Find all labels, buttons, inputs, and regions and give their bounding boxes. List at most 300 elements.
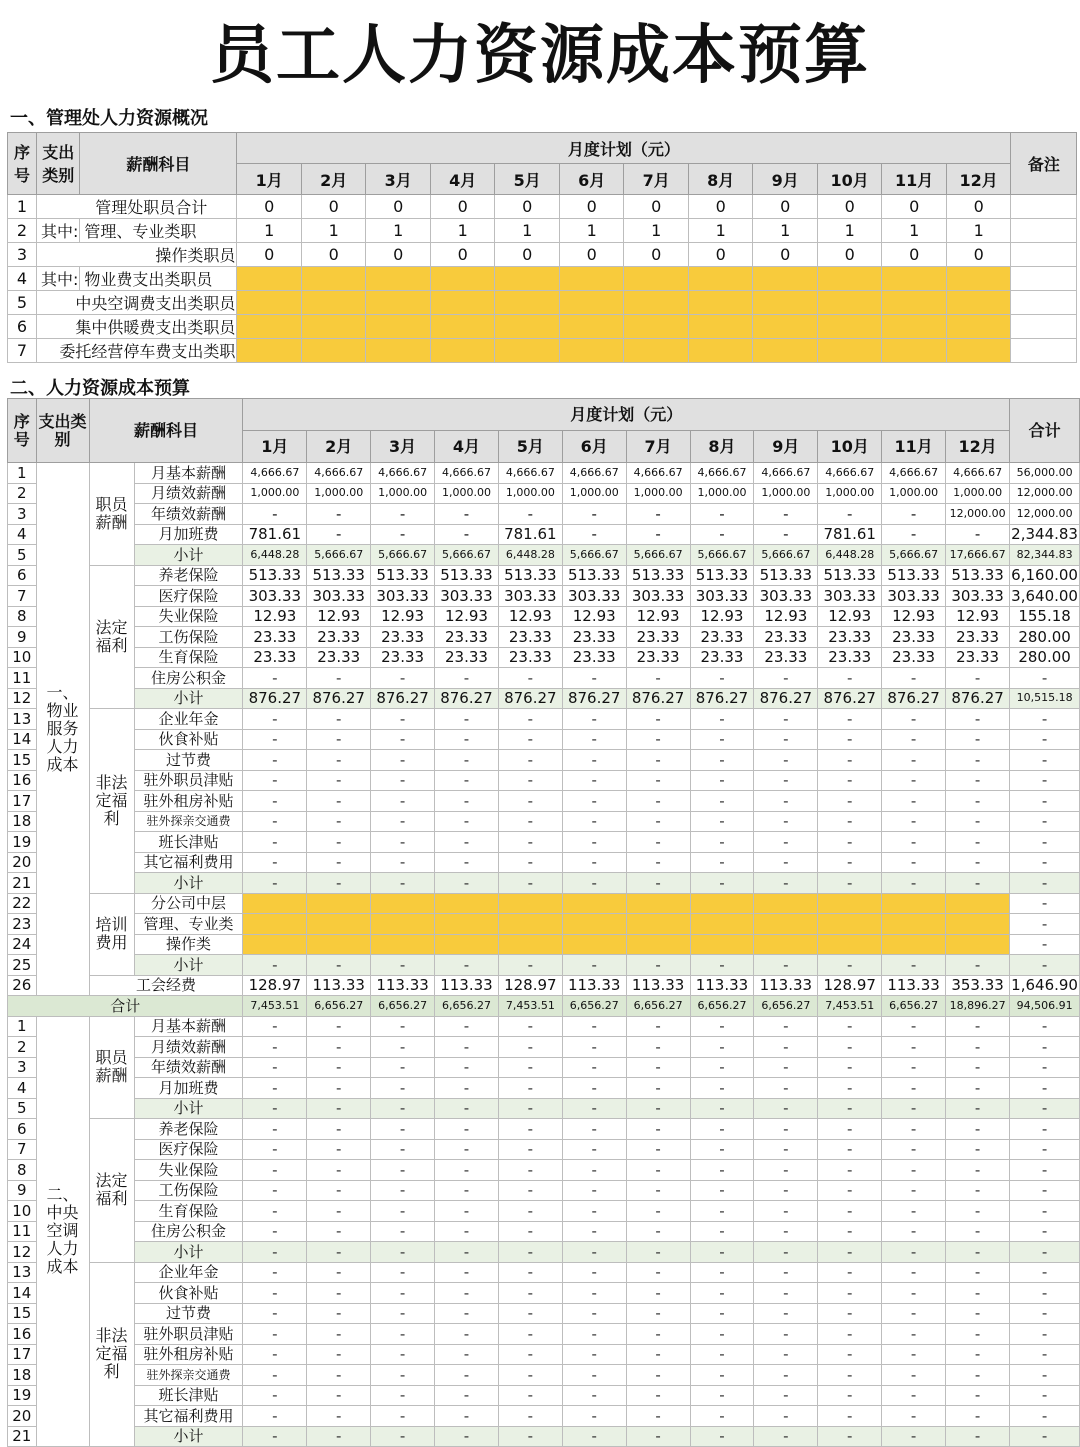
value-cell: 6,656.27	[562, 996, 626, 1017]
value-cell: -	[754, 832, 818, 853]
total-cell: 82,344.83	[1010, 545, 1080, 566]
budget-row	[8, 606, 1080, 627]
seq-cell: 13	[8, 709, 37, 730]
budget-row	[8, 668, 1080, 689]
value-cell: -	[307, 709, 371, 730]
seq-cell: 20	[8, 1406, 37, 1427]
value-cell: -	[435, 1385, 499, 1406]
value-cell: 876.27	[243, 688, 307, 709]
value-cell: -	[946, 1344, 1010, 1365]
value-cell: -	[435, 791, 499, 812]
remark-cell	[1011, 195, 1077, 219]
yellow-cell	[688, 267, 753, 291]
budget-row	[8, 1344, 1080, 1365]
value-cell: -	[498, 791, 562, 812]
yellow-cell	[882, 934, 946, 955]
value-cell: 5,666.67	[562, 545, 626, 566]
yellow-cell	[559, 267, 624, 291]
yellow-cell	[498, 893, 562, 914]
yellow-cell	[371, 893, 435, 914]
value-cell: 23.33	[882, 627, 946, 648]
value-cell: 113.33	[307, 975, 371, 996]
monthly-header: 月度计划（元）	[243, 399, 1010, 431]
value-cell: -	[498, 709, 562, 730]
budget-row	[8, 975, 1080, 996]
value-cell: -	[307, 1098, 371, 1119]
value-cell: -	[243, 1365, 307, 1386]
value-cell: -	[435, 1078, 499, 1099]
value-cell: -	[882, 1221, 946, 1242]
month-header: 3月	[366, 164, 431, 195]
value-cell: -	[882, 1201, 946, 1222]
value-cell: -	[243, 873, 307, 894]
value-cell: 0	[882, 195, 947, 219]
value-cell: 6,656.27	[754, 996, 818, 1017]
value-cell: -	[243, 504, 307, 525]
value-cell: 23.33	[307, 647, 371, 668]
value-cell: -	[243, 668, 307, 689]
value-cell: -	[882, 1406, 946, 1427]
yellow-cell	[237, 339, 302, 363]
yellow-cell	[237, 315, 302, 339]
value-cell: 4,666.67	[498, 463, 562, 484]
total-cell: -	[1010, 668, 1080, 689]
value-cell: -	[307, 1119, 371, 1140]
seq-cell: 3	[8, 504, 37, 525]
value-cell: 1,000.00	[690, 483, 754, 504]
value-cell: -	[371, 668, 435, 689]
value-cell: 6,448.28	[243, 545, 307, 566]
value-cell: -	[754, 1262, 818, 1283]
value-cell: -	[754, 1344, 818, 1365]
value-cell: -	[626, 1221, 690, 1242]
item-cell: 失业保险	[134, 606, 243, 627]
month-header: 9月	[754, 431, 818, 463]
value-cell: 23.33	[882, 647, 946, 668]
value-cell: -	[818, 1180, 882, 1201]
value-cell: -	[371, 1078, 435, 1099]
value-cell: -	[371, 1160, 435, 1181]
total-cell: -	[1010, 1303, 1080, 1324]
month-header: 2月	[301, 164, 366, 195]
yellow-cell	[243, 914, 307, 935]
value-cell: -	[562, 852, 626, 873]
budget-row	[8, 934, 1080, 955]
total-cell: 6,160.00	[1011, 566, 1078, 585]
month-header: 6月	[562, 431, 626, 463]
yellow-cell	[307, 934, 371, 955]
total-cell: -	[1010, 1406, 1080, 1427]
value-cell: -	[882, 524, 946, 545]
value-cell: 4,666.67	[435, 463, 499, 484]
budget-row	[8, 914, 1080, 935]
value-cell: -	[818, 1426, 882, 1447]
value-cell: -	[243, 832, 307, 853]
value-cell: 513.33	[498, 565, 562, 586]
budget-row	[8, 1385, 1080, 1406]
value-cell: -	[498, 504, 562, 525]
value-cell: 1	[430, 219, 495, 243]
value-cell: -	[307, 1139, 371, 1160]
overview-row	[8, 267, 1077, 291]
value-cell: -	[243, 750, 307, 771]
value-cell: 781.61	[818, 524, 882, 545]
value-cell: 23.33	[754, 627, 818, 648]
month-header: 6月	[559, 164, 624, 195]
value-cell: -	[435, 504, 499, 525]
yellow-cell	[946, 914, 1010, 935]
total-cell: -	[1010, 1344, 1080, 1365]
group-cell: 职员薪酬	[89, 463, 134, 566]
value-cell: -	[371, 1303, 435, 1324]
total-cell: -	[1010, 873, 1080, 894]
total-cell: -	[1010, 893, 1080, 914]
value-cell: 0	[366, 243, 431, 267]
value-cell: -	[435, 1180, 499, 1201]
value-cell: -	[690, 1139, 754, 1160]
value-cell: 876.27	[307, 688, 371, 709]
yellow-cell	[624, 339, 689, 363]
value-cell: -	[818, 1201, 882, 1222]
yellow-cell	[307, 914, 371, 935]
item-cell: 月基本薪酬	[134, 463, 243, 484]
yellow-cell	[946, 291, 1011, 315]
budget-row	[8, 1119, 1080, 1140]
value-cell: 12.93	[946, 606, 1010, 627]
value-cell: 0	[237, 243, 302, 267]
value-cell: 0	[753, 195, 818, 219]
value-cell: 1	[946, 219, 1011, 243]
label-cell: 操作类职员	[37, 243, 237, 267]
value-cell: -	[818, 1119, 882, 1140]
value-cell: -	[307, 1365, 371, 1386]
label-cell: 管理处职员合计	[37, 195, 237, 219]
value-cell: 4,666.67	[946, 463, 1010, 484]
seq-cell: 3	[8, 1057, 37, 1078]
value-cell: -	[882, 852, 946, 873]
value-cell: 513.33	[371, 565, 435, 586]
value-cell: 128.97	[243, 975, 307, 996]
value-cell: 5,666.67	[371, 545, 435, 566]
yellow-cell	[559, 315, 624, 339]
value-cell: 0	[237, 195, 302, 219]
value-cell: -	[882, 1037, 946, 1058]
value-cell: 113.33	[435, 975, 499, 996]
value-cell: 7,453.51	[818, 996, 882, 1017]
value-cell: -	[882, 1180, 946, 1201]
value-cell: -	[371, 873, 435, 894]
value-cell: -	[690, 1242, 754, 1263]
seq-cell: 7	[8, 339, 37, 363]
category-header: 支出类别	[37, 133, 80, 195]
yellow-cell	[366, 339, 431, 363]
value-cell: -	[690, 729, 754, 750]
value-cell: -	[882, 1139, 946, 1160]
month-header: 7月	[626, 431, 690, 463]
month-header: 12月	[946, 431, 1010, 463]
yellow-cell	[435, 893, 499, 914]
value-cell: -	[690, 1160, 754, 1181]
label-cell: 委托经营停车费支出类职	[37, 339, 237, 363]
value-cell: -	[498, 1283, 562, 1304]
prefix-cell: 其中:	[37, 267, 80, 291]
budget-row	[8, 483, 1080, 504]
value-cell: 303.33	[371, 586, 435, 607]
value-cell: -	[626, 1262, 690, 1283]
budget-row	[8, 1160, 1080, 1181]
yellow-cell	[882, 291, 947, 315]
value-cell: -	[498, 1365, 562, 1386]
budget-row	[8, 1262, 1080, 1283]
item-cell: 住房公积金	[134, 668, 243, 689]
value-cell: -	[562, 504, 626, 525]
value-cell: -	[498, 1303, 562, 1324]
seq-cell: 26	[8, 975, 37, 996]
value-cell: -	[818, 1057, 882, 1078]
value-cell: -	[946, 668, 1010, 689]
seq-cell: 12	[8, 1242, 37, 1263]
value-cell: -	[307, 1180, 371, 1201]
value-cell: -	[371, 504, 435, 525]
value-cell: 18,896.27	[946, 996, 1010, 1017]
value-cell: -	[307, 1242, 371, 1263]
value-cell: -	[690, 1098, 754, 1119]
yellow-cell	[882, 315, 947, 339]
value-cell: 23.33	[243, 627, 307, 648]
value-cell: -	[818, 1303, 882, 1324]
yellow-cell	[754, 934, 818, 955]
value-cell: -	[498, 1078, 562, 1099]
value-cell: 23.33	[371, 647, 435, 668]
value-cell: 12.93	[371, 606, 435, 627]
value-cell: 6,656.27	[371, 996, 435, 1017]
remark-cell	[1011, 267, 1077, 291]
value-cell: -	[882, 1119, 946, 1140]
item-cell: 月绩效薪酬	[134, 483, 243, 504]
section-1-title: 一、管理处人力资源概况	[10, 108, 208, 129]
yellow-cell	[817, 339, 882, 363]
value-cell: -	[690, 1057, 754, 1078]
value-cell: -	[562, 873, 626, 894]
yellow-cell	[690, 934, 754, 955]
value-cell: -	[435, 832, 499, 853]
budget-table	[7, 398, 1080, 1447]
yellow-cell	[753, 315, 818, 339]
budget-row	[8, 1324, 1080, 1345]
value-cell: -	[307, 729, 371, 750]
total-cell: 12,000.00	[1010, 504, 1080, 525]
value-cell: 12.93	[498, 606, 562, 627]
value-cell: -	[498, 770, 562, 791]
value-cell: 0	[624, 243, 689, 267]
yellow-cell	[754, 914, 818, 935]
remark-cell	[1011, 339, 1077, 363]
value-cell: -	[882, 955, 946, 976]
value-cell: -	[371, 770, 435, 791]
budget-row	[8, 1057, 1080, 1078]
value-cell: -	[626, 955, 690, 976]
budget-row	[8, 565, 1080, 586]
yellow-cell	[301, 339, 366, 363]
value-cell: -	[818, 852, 882, 873]
yellow-cell	[562, 914, 626, 935]
yellow-cell	[495, 291, 560, 315]
item-cell: 年绩效薪酬	[134, 1057, 243, 1078]
value-cell: -	[754, 770, 818, 791]
value-cell: 5,666.67	[626, 545, 690, 566]
value-cell: -	[562, 1365, 626, 1386]
value-cell: 23.33	[435, 627, 499, 648]
subtotal-label: 小计	[134, 1426, 243, 1447]
label-cell: 物业费支出类职员	[80, 267, 237, 291]
value-cell: -	[754, 1406, 818, 1427]
seq-cell: 5	[8, 291, 37, 315]
value-cell: -	[626, 1160, 690, 1181]
value-cell: 6,656.27	[626, 996, 690, 1017]
value-cell: 23.33	[818, 627, 882, 648]
value-cell: 0	[430, 195, 495, 219]
value-cell: -	[562, 1344, 626, 1365]
value-cell: -	[818, 873, 882, 894]
value-cell: -	[882, 1262, 946, 1283]
value-cell: -	[307, 791, 371, 812]
value-cell: 0	[301, 195, 366, 219]
value-cell: -	[690, 1385, 754, 1406]
seq-cell: 9	[8, 1180, 37, 1201]
value-cell: -	[626, 873, 690, 894]
value-cell: -	[498, 832, 562, 853]
value-cell: 113.33	[626, 975, 690, 996]
value-cell: -	[946, 750, 1010, 771]
value-cell: -	[307, 1324, 371, 1345]
value-cell: 113.33	[882, 975, 946, 996]
value-cell: -	[626, 811, 690, 832]
remark-cell	[1011, 315, 1077, 339]
value-cell: -	[371, 1365, 435, 1386]
value-cell: 5,666.67	[435, 545, 499, 566]
value-cell: 113.33	[562, 975, 626, 996]
value-cell: -	[435, 852, 499, 873]
budget-row	[8, 586, 1080, 607]
value-cell: 1,000.00	[818, 483, 882, 504]
value-cell: -	[562, 729, 626, 750]
value-cell: -	[498, 811, 562, 832]
value-cell: -	[626, 832, 690, 853]
value-cell: 4,666.67	[882, 463, 946, 484]
seq-cell: 7	[8, 1139, 37, 1160]
value-cell: -	[690, 1426, 754, 1447]
value-cell: -	[626, 1303, 690, 1324]
yellow-cell	[688, 339, 753, 363]
value-cell: -	[754, 1242, 818, 1263]
value-cell: -	[243, 1119, 307, 1140]
item-cell: 驻外职员津贴	[134, 1324, 243, 1345]
total-cell: -	[1010, 1365, 1080, 1386]
yellow-cell	[430, 291, 495, 315]
value-cell: -	[882, 1324, 946, 1345]
value-cell: -	[562, 1426, 626, 1447]
seq-cell: 11	[8, 1221, 37, 1242]
budget-row	[8, 1139, 1080, 1160]
value-cell: 0	[882, 243, 947, 267]
value-cell: 6,448.28	[818, 545, 882, 566]
subtotal-label: 小计	[134, 955, 243, 976]
value-cell: -	[307, 770, 371, 791]
total-cell: -	[1010, 770, 1080, 791]
value-cell: -	[435, 1119, 499, 1140]
value-cell: -	[626, 504, 690, 525]
value-cell: 513.33	[882, 565, 946, 586]
seq-cell: 19	[8, 1385, 37, 1406]
value-cell: -	[818, 1016, 882, 1037]
value-cell: -	[562, 832, 626, 853]
value-cell: -	[371, 1139, 435, 1160]
value-cell: 303.33	[562, 586, 626, 607]
total-cell: -	[1010, 791, 1080, 812]
value-cell: 303.33	[882, 586, 946, 607]
overview-row	[8, 291, 1077, 315]
label-cell: 中央空调费支出类职员	[37, 291, 237, 315]
value-cell: 0	[688, 243, 753, 267]
value-cell: -	[243, 1037, 307, 1058]
value-cell: 1,000.00	[754, 483, 818, 504]
value-cell: 1,000.00	[307, 483, 371, 504]
subtotal-label: 小计	[134, 688, 243, 709]
value-cell: 513.33	[690, 565, 754, 586]
yellow-cell	[753, 291, 818, 315]
value-cell: 0	[946, 195, 1011, 219]
total-cell: -	[1010, 729, 1080, 750]
value-cell: 513.33	[307, 565, 371, 586]
value-cell: -	[243, 1303, 307, 1324]
value-cell: -	[754, 750, 818, 771]
value-cell: -	[626, 1426, 690, 1447]
yellow-cell	[624, 291, 689, 315]
value-cell: -	[562, 1098, 626, 1119]
yellow-cell	[237, 267, 302, 291]
seq-cell: 13	[8, 1262, 37, 1283]
value-cell: -	[371, 729, 435, 750]
value-cell: -	[946, 1406, 1010, 1427]
value-cell: 23.33	[626, 647, 690, 668]
value-cell: -	[754, 1180, 818, 1201]
item-cell: 伙食补贴	[134, 1283, 243, 1304]
value-cell: -	[818, 504, 882, 525]
value-cell: 7,453.51	[243, 996, 307, 1017]
yellow-cell	[301, 291, 366, 315]
yellow-cell	[946, 893, 1010, 914]
seq-cell: 18	[8, 1365, 37, 1386]
value-cell: -	[626, 1365, 690, 1386]
value-cell: 1	[301, 219, 366, 243]
value-cell: -	[882, 668, 946, 689]
value-cell: -	[371, 1385, 435, 1406]
value-cell: -	[562, 1221, 626, 1242]
yellow-cell	[498, 914, 562, 935]
value-cell: -	[562, 1037, 626, 1058]
item-cell: 年绩效薪酬	[134, 504, 243, 525]
value-cell: -	[882, 1283, 946, 1304]
value-cell: -	[946, 1057, 1010, 1078]
budget-row	[8, 1016, 1080, 1037]
value-cell: -	[818, 1221, 882, 1242]
value-cell: 876.27	[435, 688, 499, 709]
yellow-cell	[624, 315, 689, 339]
value-cell: -	[498, 1242, 562, 1263]
value-cell: -	[498, 729, 562, 750]
value-cell: 12.93	[882, 606, 946, 627]
value-cell: -	[690, 852, 754, 873]
